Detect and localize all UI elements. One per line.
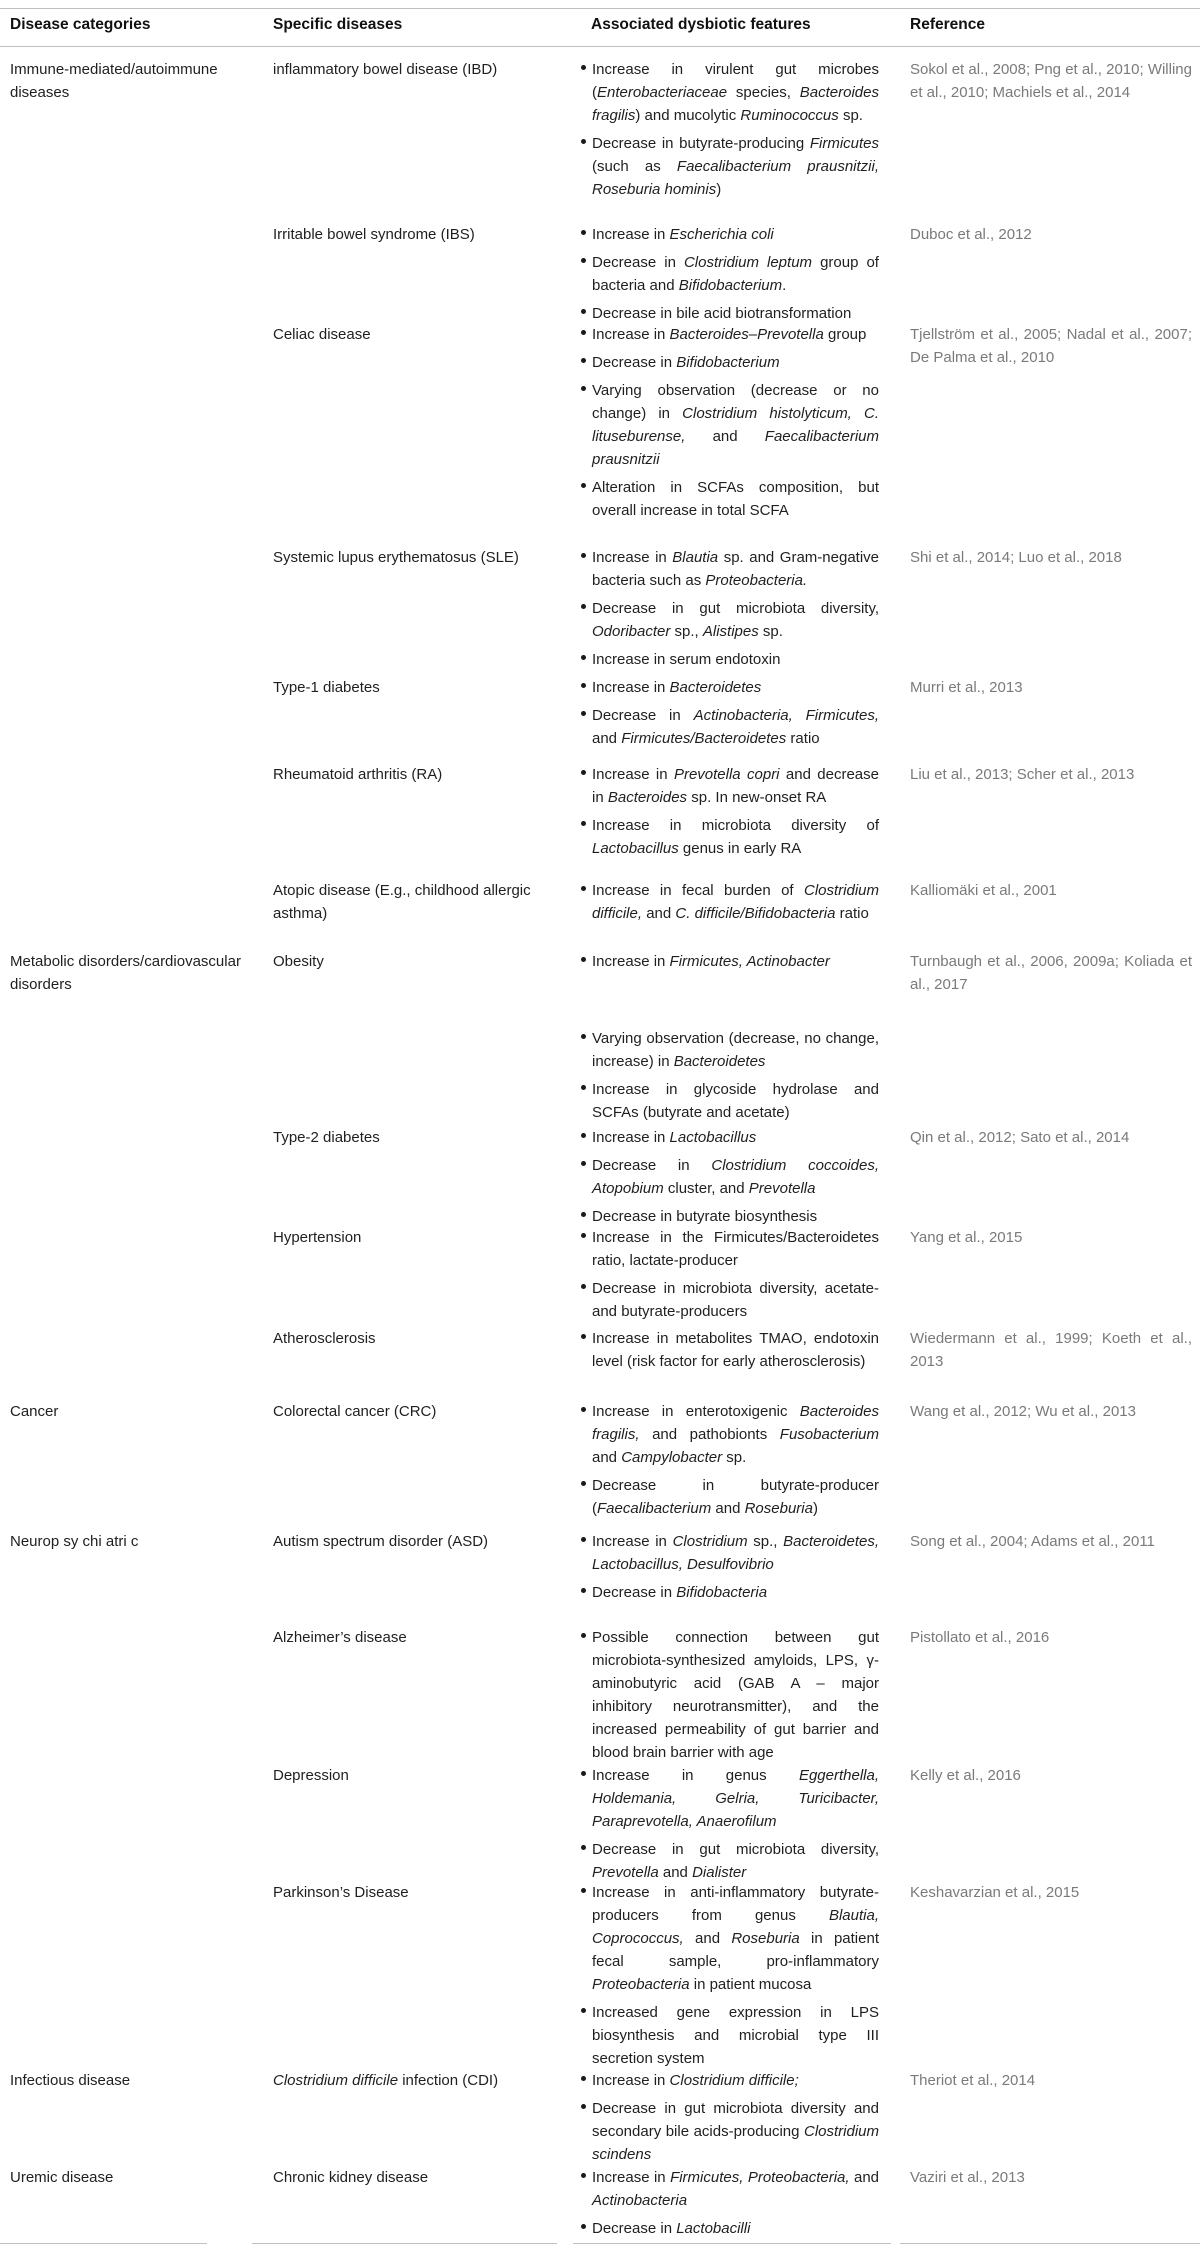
feature-item: Increase in fecal burden of Clostridium difficile, and C. difficile/Bifidobacteria ratio: [577, 879, 879, 925]
specific-disease: Systemic lupus erythematosus (SLE): [273, 549, 519, 566]
specific-disease: Colorectal cancer (CRC): [273, 1403, 437, 1420]
feature-item: Decrease in Lactobacilli: [577, 2217, 879, 2240]
footer-rule-3: [573, 2243, 891, 2244]
dysbiotic-features: [577, 1027, 879, 1129]
reference: Sokol et al., 2008; Png et al., 2010; Willing et al., 2010; Machiels et al., 2014: [910, 61, 1192, 101]
dysbiotic-features: [577, 1764, 879, 1889]
specific-disease: Autism spectrum disorder (ASD): [273, 1533, 489, 1550]
feature-item: Increase in metabolites TMAO, endotoxin level (risk factor for early atherosclerosis): [577, 1327, 879, 1373]
reference: Tjellström et al., 2005; Nadal et al., 2007; De Palma et al., 2010: [910, 326, 1192, 366]
reference: Wiedermann et al., 1999; Koeth et al., 2013: [910, 1330, 1192, 1370]
dysbiotic-features: [577, 1327, 879, 1378]
reference: Kalliomäki et al., 2001: [910, 882, 1057, 899]
header-reference: Reference: [910, 16, 985, 33]
footer-rule-2: [252, 2243, 557, 2244]
specific-disease: Alzheimer’s disease: [273, 1629, 407, 1646]
disease-category: Uremic disease: [10, 2169, 114, 2186]
reference: Vaziri et al., 2013: [910, 2169, 1025, 2186]
disease-category: Infectious disease: [10, 2072, 131, 2089]
specific-disease: Irritable bowel syndrome (IBS): [273, 226, 475, 243]
dysbiotic-features: [577, 950, 879, 978]
specific-disease: Rheumatoid arthritis (RA): [273, 766, 443, 783]
header-disease-categories: Disease categories: [10, 16, 151, 33]
feature-item: Decrease in Bifidobacteria: [577, 1581, 879, 1604]
feature-item: Increase in glycoside hydrolase and SCFAs (butyrate and acetate): [577, 1078, 879, 1124]
dysbiotic-features: [577, 1881, 879, 2075]
specific-disease: inflammatory bowel disease (IBD): [273, 61, 498, 78]
reference: Theriot et al., 2014: [910, 2072, 1036, 2089]
feature-item: Decrease in butyrate biosynthesis: [577, 1205, 879, 1228]
reference: Qin et al., 2012; Sato et al., 2014: [910, 1129, 1130, 1146]
dysbiotic-features: [577, 323, 879, 527]
dysbiotic-features: [577, 1626, 879, 1769]
header-dysbiotic-features: Associated dysbiotic features: [591, 16, 811, 33]
feature-item: Increase in Firmicutes, Actinobacter: [577, 950, 879, 973]
feature-item: Decrease in microbiota diversity, acetate- and butyrate-producers: [577, 1277, 879, 1323]
dysbiotic-features: [577, 2166, 879, 2245]
top-rule: [0, 8, 1200, 9]
feature-item: Decrease in butyrate-producer (Faecalibacterium and Roseburia): [577, 1474, 879, 1520]
feature-item: Decrease in bile acid biotransformation: [577, 302, 879, 325]
specific-disease: Hypertension: [273, 1229, 362, 1246]
feature-item: Increase in Clostridium sp., Bacteroidetes, Lactobacillus, Desulfovibrio: [577, 1530, 879, 1576]
feature-item: Increase in Clostridium difficile;: [577, 2069, 879, 2092]
reference: Duboc et al., 2012: [910, 226, 1032, 243]
disease-category: Metabolic disorders/cardiovascular disorders: [10, 953, 241, 993]
dysbiotic-features: [577, 223, 879, 330]
reference: Wang et al., 2012; Wu et al., 2013: [910, 1403, 1136, 1420]
dysbiotic-features: [577, 879, 879, 930]
feature-item: Increase in Firmicutes, Proteobacteria, and Actinobacteria: [577, 2166, 879, 2212]
specific-disease: Chronic kidney disease: [273, 2169, 429, 2186]
reference: Liu et al., 2013; Scher et al., 2013: [910, 766, 1135, 783]
feature-item: Increase in microbiota diversity of Lactobacillus genus in early RA: [577, 814, 879, 860]
dysbiotic-features: [577, 1226, 879, 1328]
dysbiotic-features: [577, 1126, 879, 1233]
feature-item: Increase in serum endotoxin: [577, 648, 879, 671]
feature-item: Increase in Prevotella copri and decrease in Bacteroides sp. In new-onset RA: [577, 763, 879, 809]
dysbiotic-features: [577, 676, 879, 755]
reference: Turnbaugh et al., 2006, 2009a; Koliada et al., 2017: [910, 953, 1192, 993]
feature-item: Decrease in Clostridium coccoides, Atopobium cluster, and Prevotella: [577, 1154, 879, 1200]
reference: Murri et al., 2013: [910, 679, 1023, 696]
footer-rule-4: [900, 2243, 1200, 2244]
specific-disease: Clostridium difficile infection (CDI): [273, 2072, 499, 2089]
specific-disease: Obesity: [273, 953, 324, 970]
feature-item: Decrease in Actinobacteria, Firmicutes, and Firmicutes/Bacteroidetes ratio: [577, 704, 879, 750]
feature-item: Varying observation (decrease or no change) in Clostridium histolyticum, C. lituseburense, and Faecalibacterium prausnitzii: [577, 379, 879, 471]
specific-disease: Type-1 diabetes: [273, 679, 380, 696]
specific-disease: Atherosclerosis: [273, 1330, 376, 1347]
feature-item: Possible connection between gut microbiota-synthesized amyloids, LPS, γ-aminobutyric acid (GAB A – major inhibitory neurotransmitter), and the increased permeability of gut barrier and blood brain barrier with age: [577, 1626, 879, 1764]
feature-item: Increase in anti-inflammatory butyrate-producers from genus Blautia, Coprococcus, and Roseburia in patient fecal sample, pro-inflammatory Proteobacteria in patient mucosa: [577, 1881, 879, 1996]
feature-item: Increase in Lactobacillus: [577, 1126, 879, 1149]
specific-disease: Depression: [273, 1767, 349, 1784]
specific-disease: Type-2 diabetes: [273, 1129, 380, 1146]
feature-item: Increase in genus Eggerthella, Holdemania, Gelria, Turicibacter, Paraprevotella, Anaerofilum: [577, 1764, 879, 1833]
feature-item: Increased gene expression in LPS biosynthesis and microbial type III secretion system: [577, 2001, 879, 2070]
feature-item: Alteration in SCFAs composition, but overall increase in total SCFA: [577, 476, 879, 522]
footer-rule-1: [0, 2243, 207, 2244]
feature-item: Increase in Escherichia coli: [577, 223, 879, 246]
disease-category: Cancer: [10, 1403, 59, 1420]
disease-category: Neurop sy chi atri c: [10, 1533, 139, 1550]
feature-item: Increase in enterotoxigenic Bacteroides fragilis, and pathobionts Fusobacterium and Campylobacter sp.: [577, 1400, 879, 1469]
header-rule: [0, 46, 1200, 47]
feature-item: Increase in the Firmicutes/Bacteroidetes ratio, lactate-producer: [577, 1226, 879, 1272]
reference: Keshavarzian et al., 2015: [910, 1884, 1080, 1901]
feature-item: Decrease in butyrate-producing Firmicutes (such as Faecalibacterium prausnitzii, Roseburia hominis): [577, 132, 879, 201]
reference: Yang et al., 2015: [910, 1229, 1023, 1246]
feature-item: Increase in Bacteroidetes: [577, 676, 879, 699]
dysbiotic-features: [577, 2069, 879, 2171]
feature-item: Increase in Blautia sp. and Gram-negative bacteria such as Proteobacteria.: [577, 546, 879, 592]
specific-disease: Celiac disease: [273, 326, 371, 343]
header-specific-diseases: Specific diseases: [273, 16, 403, 33]
reference: Song et al., 2004; Adams et al., 2011: [910, 1533, 1155, 1550]
feature-item: Decrease in gut microbiota diversity, Odoribacter sp., Alistipes sp.: [577, 597, 879, 643]
feature-item: Decrease in gut microbiota diversity and secondary bile acids-producing Clostridium scindens: [577, 2097, 879, 2166]
reference: Shi et al., 2014; Luo et al., 2018: [910, 549, 1122, 566]
feature-item: Decrease in Bifidobacterium: [577, 351, 879, 374]
reference: Pistollato et al., 2016: [910, 1629, 1050, 1646]
dysbiotic-features: [577, 546, 879, 676]
dysbiotic-features: [577, 1530, 879, 1609]
disease-category: Immune-mediated/autoimmune diseases: [10, 61, 218, 101]
dysbiotic-features: [577, 58, 879, 206]
specific-disease: Parkinson’s Disease: [273, 1884, 409, 1901]
feature-item: Increase in virulent gut microbes (Enterobacteriaceae species, Bacteroides fragilis) and mucolytic Ruminococcus sp.: [577, 58, 879, 127]
specific-disease: Atopic disease (E.g., childhood allergic asthma): [273, 882, 531, 922]
feature-item: Varying observation (decrease, no change, increase) in Bacteroidetes: [577, 1027, 879, 1073]
reference: Kelly et al., 2016: [910, 1767, 1021, 1784]
feature-item: Increase in Bacteroides–Prevotella group: [577, 323, 879, 346]
dysbiotic-features: [577, 1400, 879, 1525]
feature-item: Decrease in Clostridium leptum group of bacteria and Bifidobacterium.: [577, 251, 879, 297]
feature-item: Decrease in gut microbiota diversity, Prevotella and Dialister: [577, 1838, 879, 1884]
dysbiotic-features: [577, 763, 879, 865]
